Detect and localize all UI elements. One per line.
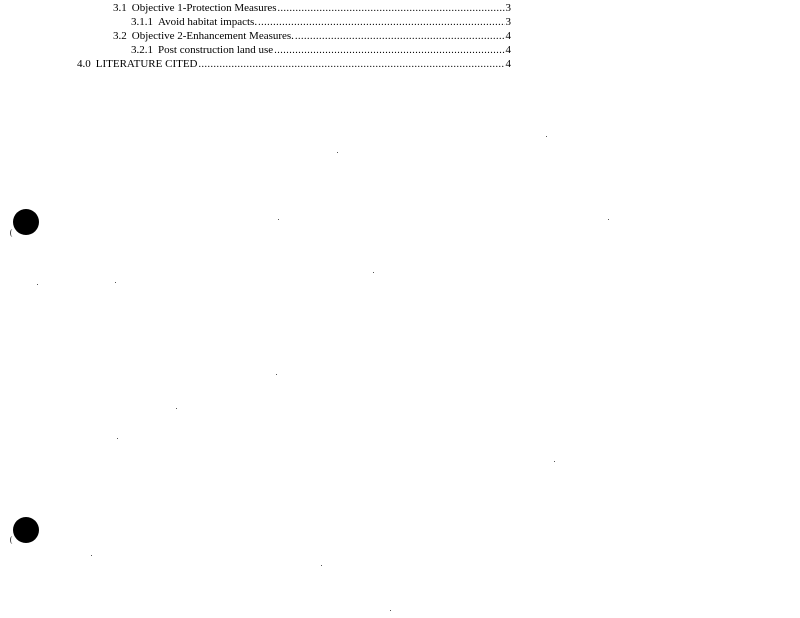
toc-entry-number: 4.0 <box>77 58 91 70</box>
toc-entry-number: 3.2.1 <box>131 44 153 56</box>
scan-speck <box>554 461 555 462</box>
scan-speck <box>337 152 338 153</box>
punch-hole-shadow <box>10 536 15 544</box>
scan-speck <box>321 565 322 566</box>
scan-speck <box>276 374 277 375</box>
toc-leader-dots <box>198 58 504 72</box>
toc-entry <box>113 1 511 15</box>
toc-entry <box>77 57 511 71</box>
toc-entry-title: Objective 1-Protection Measures <box>131 2 277 14</box>
toc-entry-number: 3.1.1 <box>131 16 153 28</box>
toc-entry <box>113 29 511 43</box>
toc-leader-dots <box>274 44 504 58</box>
scan-speck <box>91 555 92 556</box>
toc-entry-title: Avoid habitat impacts. <box>158 16 258 28</box>
scan-speck <box>373 272 374 273</box>
scan-speck <box>278 219 279 220</box>
scan-speck <box>37 284 38 285</box>
scan-speck <box>546 136 547 137</box>
toc-entry-title: Post construction land use <box>158 44 274 56</box>
toc-entry-title: Objective 2-Enhancement Measures. <box>131 30 294 42</box>
scan-speck <box>176 408 177 409</box>
toc-entry-page: 3 <box>505 16 511 28</box>
toc-leader-dots <box>278 2 505 16</box>
toc-entry-page: 4 <box>505 30 511 42</box>
toc-entry <box>131 15 511 29</box>
punch-hole-shadow <box>10 229 15 237</box>
toc-entry-title: LITERATURE CITED <box>95 58 198 70</box>
scan-speck <box>608 219 609 220</box>
toc-entry-page: 3 <box>505 2 511 14</box>
toc-leader-dots <box>258 16 504 30</box>
toc-entry-number: 3.1 <box>113 2 127 14</box>
toc-entry <box>131 43 511 57</box>
scan-speck <box>117 438 118 439</box>
punch-hole-top <box>13 209 39 235</box>
toc-leader-dots <box>295 30 505 44</box>
scan-speck <box>390 610 391 611</box>
punch-hole-bottom <box>13 517 39 543</box>
toc-entry-page: 4 <box>505 44 511 56</box>
toc-entry-number: 3.2 <box>113 30 127 42</box>
toc-entry-page: 4 <box>505 58 511 70</box>
scan-speck <box>115 282 116 283</box>
